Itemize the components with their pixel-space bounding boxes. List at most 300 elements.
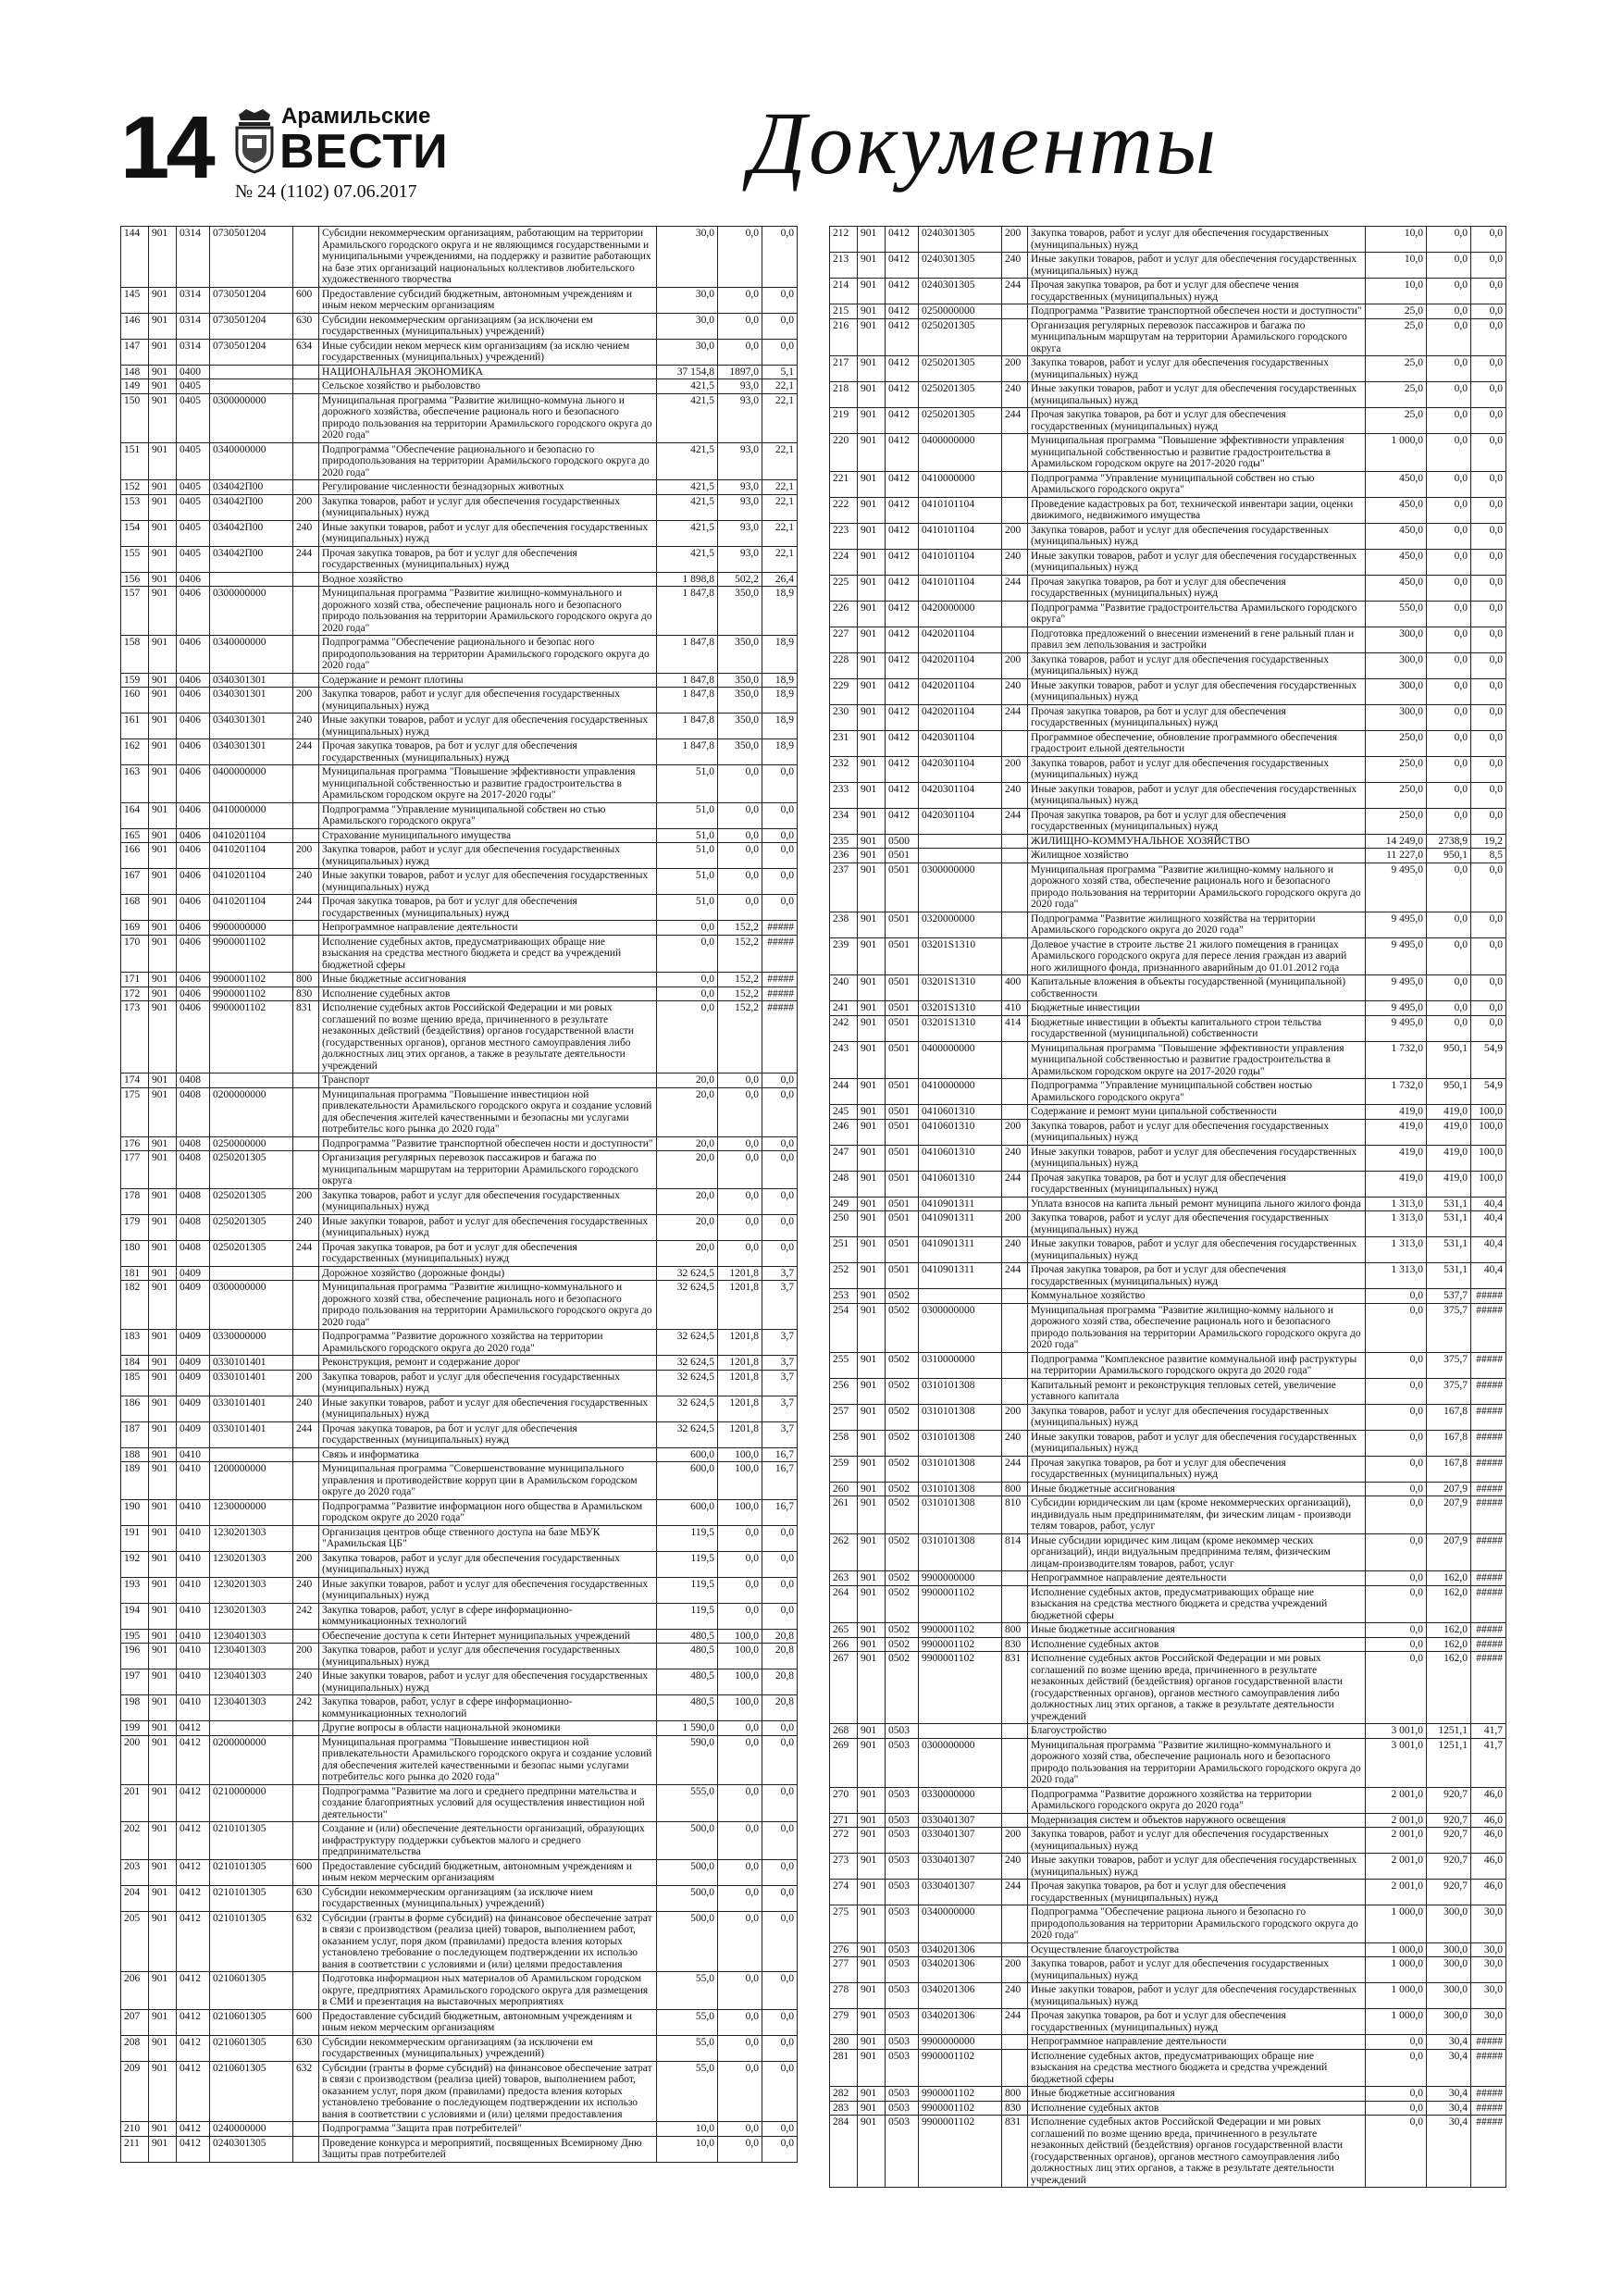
row-number: 262 [830,1533,858,1571]
target-article-code: 0310101308 [919,1482,1002,1496]
target-article-code: 0200000000 [210,1735,293,1784]
row-number: 151 [121,442,149,480]
section-code: 0500 [886,834,919,849]
target-article-code: 0310000000 [919,1352,1002,1378]
executed-amount: 531,1 [1427,1237,1471,1263]
executed-amount: 93,0 [718,393,762,442]
ministry-code: 901 [149,1266,177,1281]
table-row [121,673,798,688]
planned-amount: 2 001,0 [1366,1813,1427,1828]
ministry-code: 901 [858,1482,886,1496]
expense-type-code [1002,863,1028,912]
executed-amount: 0,0 [718,1972,762,2010]
ministry-code: 901 [858,1197,886,1211]
target-article-code: 1200000000 [210,1462,293,1500]
execution-percent: 0,0 [762,1214,798,1240]
execution-percent: 20,8 [762,1669,798,1695]
execution-percent: 18,9 [762,587,798,636]
executed-amount: 30,4 [1427,2087,1471,2102]
expense-type-code [293,1356,319,1371]
planned-amount: 1 847,8 [657,739,718,765]
execution-percent: 0,0 [762,1188,798,1214]
executed-amount: 950,1 [1427,849,1471,863]
expense-type-code: 414 [1002,1015,1028,1041]
ministry-code: 901 [149,1370,177,1396]
target-article-code: 9900001102 [919,2049,1002,2087]
planned-amount: 9 495,0 [1366,1015,1427,1041]
ministry-code: 901 [149,572,177,587]
expense-type-code [293,1735,319,1784]
section-code: 0412 [886,808,919,834]
executed-amount: 30,4 [1427,2035,1471,2050]
planned-amount: 0,0 [657,935,718,973]
table-row [830,408,1506,434]
expense-type-code [293,1784,319,1822]
row-number: 238 [830,912,858,937]
planned-amount: 20,0 [657,1087,718,1136]
ministry-code: 901 [858,304,886,319]
row-number: 159 [121,673,149,688]
execution-percent: ##### [1471,2101,1506,2116]
expense-type-code: 800 [1002,1482,1028,1496]
section-code: 0410 [177,1629,210,1644]
table-row [121,2009,798,2035]
target-article-code: 0250201305 [210,1240,293,1266]
table-row [830,2116,1506,2188]
row-number: 283 [830,2101,858,2116]
planned-amount: 55,0 [657,2009,718,2035]
planned-amount: 0,0 [1366,1430,1427,1456]
section-code: 0501 [886,1079,919,1105]
section-code: 0412 [177,2035,210,2061]
row-number: 233 [830,782,858,808]
section-code: 0405 [177,393,210,442]
table-row [830,652,1506,678]
row-description: Обеспечение доступа к сети Интернет муниципальных учреждений [319,1629,657,1644]
planned-amount: 0,0 [1366,1378,1427,1404]
execution-percent: 0,0 [1471,704,1506,730]
planned-amount: 25,0 [1366,408,1427,434]
target-article-code: 0340301301 [210,714,293,739]
execution-percent: ##### [1471,2049,1506,2087]
ministry-code: 901 [858,1623,886,1638]
planned-amount: 500,0 [657,1911,718,1972]
row-description: Иные закупки товаров, работ и услуг для обеспечения государственных (муниципальных) нужд [1028,1237,1366,1263]
executed-amount: 419,0 [1427,1145,1471,1171]
section-code: 0503 [886,1880,919,1905]
row-description: Субсидии (гранты в форме субсидий) на финансовое обеспечение затрат в связи с производством (реализа цией) товаров, выполнением работ, оказанием услуг, поря дком (правилами) предоста вления которых установлено требование о последующем подтверждении их использо вания в соответствии с условиями и (или) целями предоставления [319,2061,657,2122]
row-number: 203 [121,1859,149,1885]
execution-percent: 3,7 [762,1281,798,1330]
planned-amount: 1 732,0 [1366,1079,1427,1105]
planned-amount: 9 495,0 [1366,1001,1427,1016]
expense-type-code [1002,1813,1028,1828]
row-description: Закупка товаров, работ и услуг для обеспечения государственных (муниципальных) нужд [1028,756,1366,782]
row-description: Подпрограмма "Обеспечение рационального и безопас ного природопользования на территории Арамильского городского округа до 2020 года" [319,636,657,674]
planned-amount: 600,0 [657,1447,718,1462]
section-code: 0502 [886,1585,919,1623]
row-number: 191 [121,1525,149,1551]
expense-type-code [293,1822,319,1860]
section-code: 0503 [886,2101,919,2116]
execution-percent: 22,1 [762,480,798,495]
expense-type-code [293,1087,319,1136]
budget-table-left [120,226,798,2163]
ministry-code: 901 [149,828,177,843]
planned-amount: 600,0 [657,1462,718,1500]
target-article-code: 0210601305 [210,2035,293,2061]
section-code: 0503 [886,1828,919,1854]
planned-amount: 500,0 [657,1822,718,1860]
executed-amount: 0,0 [1427,1001,1471,1016]
section-code: 0410 [177,1603,210,1629]
row-number: 187 [121,1421,149,1447]
expense-type-code [1002,849,1028,863]
ministry-code: 901 [149,546,177,572]
ministry-code: 901 [858,1828,886,1854]
expense-type-code: 410 [1002,1001,1028,1016]
section-code: 0408 [177,1151,210,1189]
target-article-code: 0310101308 [919,1533,1002,1571]
row-description: Прочая закупка товаров, ра бот и услуг для обеспечения государственных (муниципальных) нужд [319,895,657,921]
section-code: 0503 [886,1905,919,1943]
section-code: 0501 [886,1119,919,1145]
section-code: 0412 [886,678,919,704]
row-number: 180 [121,1240,149,1266]
execution-percent: ##### [1471,1496,1506,1534]
ministry-code: 901 [858,937,886,975]
executed-amount: 0,0 [718,2136,762,2162]
expense-type-code: 830 [1002,1637,1028,1652]
table-row [121,1577,798,1603]
target-article-code: 0410201104 [210,869,293,895]
table-row [121,1087,798,1136]
row-description: Проведение кадастровых ра бот, технической инвентари зации, оценки движимого, недвижимого имущества [1028,497,1366,523]
executed-amount: 30,4 [1427,2101,1471,2116]
table-row [830,627,1506,652]
row-number: 193 [121,1577,149,1603]
section-code: 0408 [177,1136,210,1151]
expense-type-code: 600 [293,2009,319,2035]
execution-percent: ##### [762,1001,798,1074]
target-article-code: 1230401303 [210,1644,293,1669]
target-article-code: 9900001102 [210,935,293,973]
row-description: Исполнение судебных актов [1028,2101,1366,2116]
section-code: 0412 [886,318,919,356]
row-number: 154 [121,520,149,546]
table-row [830,227,1506,253]
execution-percent: 30,0 [1471,2009,1506,2035]
table-row [830,704,1506,730]
planned-amount: 30,0 [657,339,718,365]
row-number: 266 [830,1637,858,1652]
executed-amount: 30,4 [1427,2049,1471,2087]
executed-amount: 1201,8 [718,1266,762,1281]
row-number: 254 [830,1303,858,1352]
target-article-code: 9900001102 [210,987,293,1001]
execution-percent: 0,0 [1471,304,1506,319]
target-article-code: 9900001102 [919,1652,1002,1724]
ministry-code: 901 [149,1499,177,1525]
execution-percent: 0,0 [762,895,798,921]
execution-percent: 22,1 [762,442,798,480]
expense-type-code: 200 [1002,1828,1028,1854]
executed-amount: 0,0 [718,1603,762,1629]
expense-type-code [293,1972,319,2010]
table-row [830,756,1506,782]
target-article-code: 0410000000 [919,1079,1002,1105]
executed-amount: 0,0 [1427,678,1471,704]
planned-amount: 250,0 [1366,756,1427,782]
section-code: 0412 [886,382,919,408]
target-article-code: 0210000000 [210,1784,293,1822]
planned-amount: 0,0 [657,987,718,1001]
executed-amount: 0,0 [1427,434,1471,472]
target-article-code: 034042П00 [210,546,293,572]
expense-type-code [1002,1197,1028,1211]
ministry-code: 901 [858,227,886,253]
section-code: 0502 [886,1303,919,1352]
executed-amount: 0,0 [718,828,762,843]
row-number: 210 [121,2122,149,2137]
table-row [830,1828,1506,1854]
row-description: Иные бюджетные ассигнования [1028,1623,1366,1638]
target-article-code: 0210101305 [210,1885,293,1911]
row-description: Подпрограмма "Обеспечение рациона льного и безопасно го природопользования на территории Арамильского городского округа до 2020 года" [1028,1905,1366,1943]
table-row [830,471,1506,497]
execution-percent: 0,0 [762,2035,798,2061]
execution-percent: 3,7 [762,1266,798,1281]
table-row [121,1330,798,1356]
row-description: Иные бюджетные ассигнования [319,973,657,987]
section-code: 0412 [886,756,919,782]
section-code: 0412 [886,549,919,575]
planned-amount: 25,0 [1366,382,1427,408]
table-row [830,2087,1506,2102]
row-description: Закупка товаров, работ и услуг для обеспечения государственных (муниципальных) нужд [1028,523,1366,549]
table-row [830,1404,1506,1430]
table-row [830,1079,1506,1105]
row-description: Иные закупки товаров, работ и услуг для обеспечения государственных (муниципальных) нужд [1028,782,1366,808]
execution-percent: 0,0 [1471,652,1506,678]
row-number: 228 [830,652,858,678]
ministry-code: 901 [858,1211,886,1237]
row-number: 250 [830,1211,858,1237]
execution-percent: 0,0 [762,1151,798,1189]
row-description: Иные бюджетные ассигнования [1028,1482,1366,1496]
ministry-code: 901 [858,1813,886,1828]
ministry-code: 901 [149,1551,177,1577]
planned-amount: 0,0 [1366,1585,1427,1623]
executed-amount: 350,0 [718,688,762,714]
executed-amount: 300,0 [1427,1905,1471,1943]
section-code: 0412 [886,408,919,434]
row-description: Закупка товаров, работ и услуг для обеспечения государственных (муниципальных) нужд [319,688,657,714]
table-row [830,1001,1506,1016]
table-row [121,1911,798,1972]
planned-amount: 119,5 [657,1525,718,1551]
row-description: Прочая закупка товаров, ра бот и услуг для обеспечения государственных (муниципальных) нужд [1028,408,1366,434]
executed-amount: 0,0 [1427,523,1471,549]
expense-type-code: 200 [1002,1211,1028,1237]
expense-type-code [1002,1378,1028,1404]
row-description: Субсидии некоммерческим организациям (за исключени ем государственных (муниципальных) учреждений) [319,313,657,339]
ministry-code: 901 [149,494,177,520]
execution-percent: 0,0 [762,1735,798,1784]
executed-amount: 100,0 [718,1629,762,1644]
target-article-code: 9900000000 [210,921,293,936]
expense-type-code [293,2136,319,2162]
execution-percent: ##### [1471,1378,1506,1404]
row-number: 162 [121,739,149,765]
expense-type-code [293,1151,319,1189]
execution-percent: ##### [1471,1652,1506,1724]
ministry-code: 901 [149,765,177,803]
row-number: 153 [121,494,149,520]
execution-percent: ##### [1471,1623,1506,1638]
execution-percent: 18,9 [762,739,798,765]
section-code: 0405 [177,442,210,480]
expense-type-code [293,2122,319,2137]
executed-amount: 350,0 [718,714,762,739]
planned-amount: 10,0 [1366,227,1427,253]
execution-percent: 0,0 [1471,497,1506,523]
row-number: 236 [830,849,858,863]
row-number: 216 [830,318,858,356]
execution-percent: 0,0 [1471,549,1506,575]
executed-amount: 0,0 [1427,975,1471,1001]
target-article-code: 034042П00 [210,520,293,546]
target-article-code: 0300000000 [210,393,293,442]
row-description: Регулирование численности безнадзорных животных [319,480,657,495]
row-number: 260 [830,1482,858,1496]
target-article-code: 9900001102 [919,1637,1002,1652]
section-code: 0412 [177,1822,210,1860]
planned-amount: 9 495,0 [1366,863,1427,912]
ministry-code: 901 [858,730,886,756]
planned-amount: 600,0 [657,1499,718,1525]
ministry-code: 901 [149,2009,177,2035]
execution-percent: 46,0 [1471,1813,1506,1828]
row-description: Иные закупки товаров, работ и услуг для обеспечения государственных (муниципальных) нужд [319,1396,657,1421]
executed-amount: 502,2 [718,572,762,587]
ministry-code: 901 [149,1695,177,1721]
target-article-code: 03201S1310 [919,937,1002,975]
row-number: 278 [830,1983,858,2009]
execution-percent: 40,4 [1471,1197,1506,1211]
executed-amount: 93,0 [718,480,762,495]
planned-amount: 1 313,0 [1366,1211,1427,1237]
table-row [121,1735,798,1784]
table-row [830,937,1506,975]
planned-amount: 10,0 [1366,279,1427,304]
planned-amount: 0,0 [1366,1303,1427,1352]
ministry-code: 901 [858,434,886,472]
section-code: 0502 [886,1571,919,1586]
section-code: 0412 [886,704,919,730]
row-number: 256 [830,1378,858,1404]
execution-percent: ##### [1471,1571,1506,1586]
planned-amount: 300,0 [1366,704,1427,730]
planned-amount: 300,0 [1366,627,1427,652]
executed-amount: 0,0 [1427,652,1471,678]
target-article-code: 0320000000 [919,912,1002,937]
table-row [830,1496,1506,1534]
row-description: Непрограммное направление деятельности [1028,1571,1366,1586]
section-code: 0408 [177,1214,210,1240]
execution-percent: 18,9 [762,673,798,688]
execution-percent: 46,0 [1471,1787,1506,1813]
row-number: 270 [830,1787,858,1813]
row-number: 179 [121,1214,149,1240]
row-number: 229 [830,678,858,704]
expense-type-code: 200 [293,1370,319,1396]
ministry-code: 901 [149,1735,177,1784]
section-code: 0412 [886,652,919,678]
row-description: Подпрограмма "Развитие ма лого и среднего предприни мательства и создание благоприятных условий для осуществления инвестицион ной деятельности" [319,1784,657,1822]
row-description: Водное хозяйство [319,572,657,587]
ministry-code: 901 [149,313,177,339]
section-code: 0412 [177,1735,210,1784]
ministry-code: 901 [858,1263,886,1289]
execution-percent: 0,0 [1471,678,1506,704]
ministry-code: 901 [149,1356,177,1371]
target-article-code: 9900000000 [919,2035,1002,2050]
section-code: 0502 [886,1378,919,1404]
section-code: 0410 [177,1644,210,1669]
planned-amount: 55,0 [657,2035,718,2061]
execution-percent: ##### [1471,1456,1506,1482]
table-row [121,587,798,636]
row-description: Муниципальная программа "Развитие жилищно-коммунального и дорожного хозяй ства, обеспечение рациональ ного и безопасного природо пользования на территории Арамильского городского округа до 2020 года" [1028,1738,1366,1787]
table-row [121,1499,798,1525]
executed-amount: 0,0 [1427,356,1471,382]
executed-amount: 920,7 [1427,1828,1471,1854]
section-code: 0412 [886,304,919,319]
row-number: 218 [830,382,858,408]
target-article-code: 9900000000 [919,1571,1002,1586]
target-article-code: 0200000000 [210,1087,293,1136]
planned-amount: 0,0 [657,1001,718,1074]
execution-percent: 54,9 [1471,1041,1506,1079]
execution-percent: 0,0 [1471,627,1506,652]
executed-amount: 30,4 [1427,2116,1471,2188]
execution-percent: 0,0 [1471,937,1506,975]
ministry-code: 901 [858,782,886,808]
expense-type-code: 240 [293,1577,319,1603]
table-row [830,1378,1506,1404]
execution-percent: 46,0 [1471,1854,1506,1880]
expense-type-code: 200 [293,1551,319,1577]
row-number: 273 [830,1854,858,1880]
table-row [830,549,1506,575]
row-number: 186 [121,1396,149,1421]
row-description: Подпрограмма "Управление муниципальной собствен но стью Арамильского городского округа" [319,802,657,828]
expense-type-code [1002,1289,1028,1304]
expense-type-code: 244 [1002,808,1028,834]
execution-percent: ##### [1471,1482,1506,1496]
table-row [830,1197,1506,1211]
row-number: 221 [830,471,858,497]
row-description: Закупка товаров, работ и услуг для обеспечения государственных (муниципальных) нужд [319,843,657,869]
ministry-code: 901 [858,1942,886,1957]
ministry-code: 901 [149,1577,177,1603]
table-row [830,523,1506,549]
execution-percent: 0,0 [1471,730,1506,756]
expense-type-code: 630 [293,1885,319,1911]
target-article-code: 0410601310 [919,1145,1002,1171]
expense-type-code: 810 [1002,1496,1028,1534]
